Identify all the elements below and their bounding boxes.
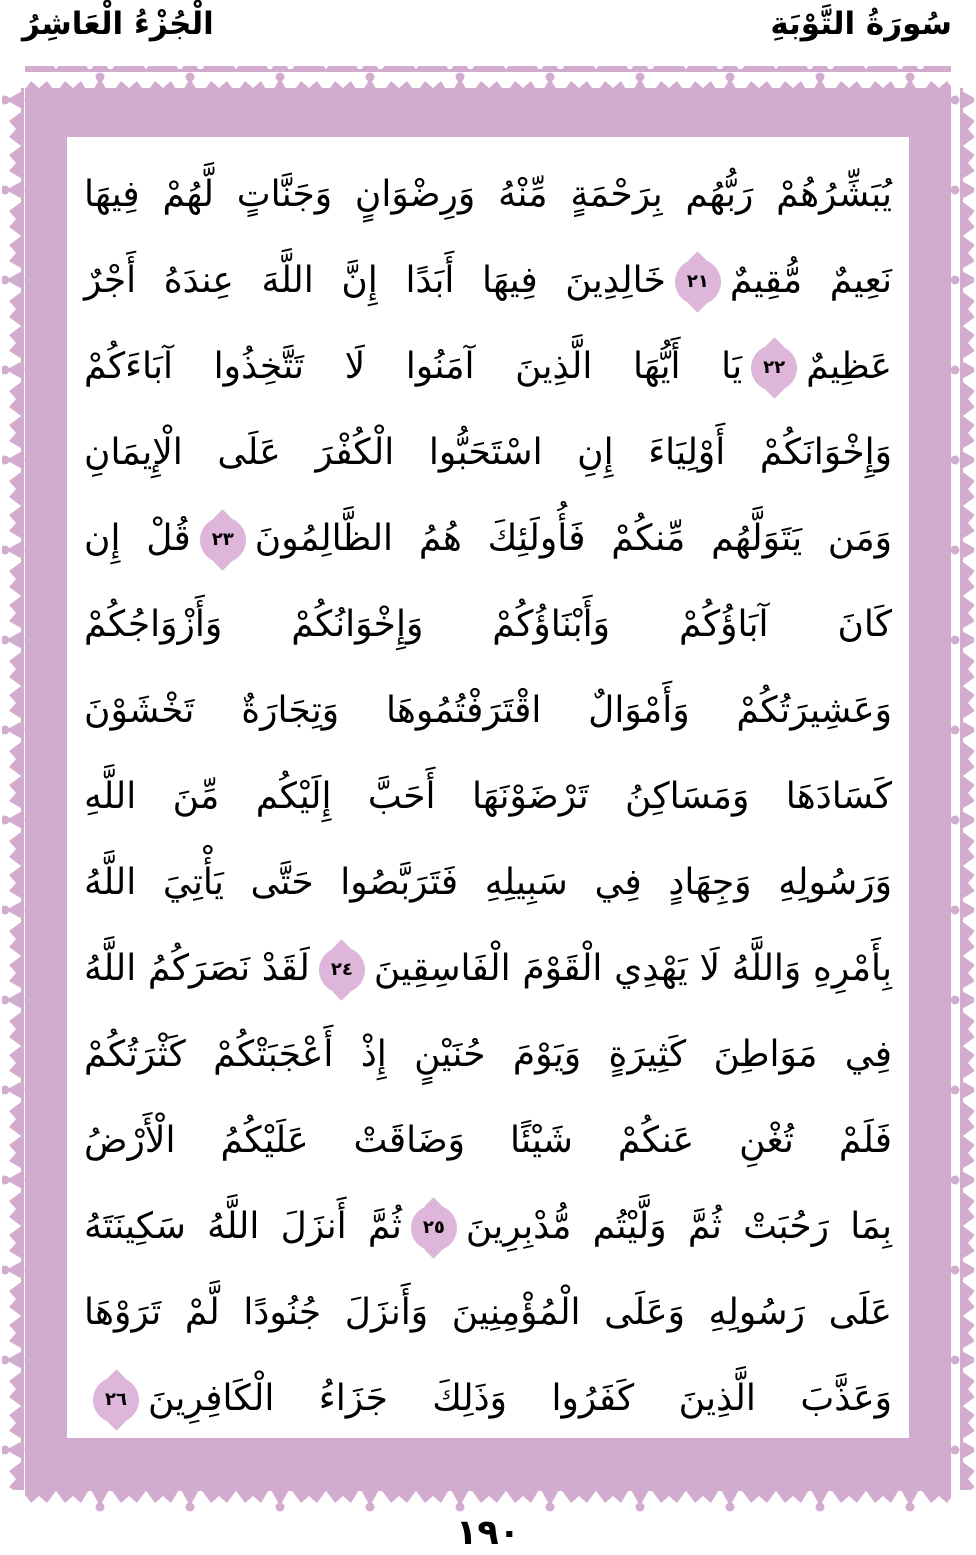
quran-line bbox=[84, 926, 892, 1012]
quran-line-text: وَإِخْوَانَكُمْ أَوْلِيَاءَ إِنِ اسْتَحَبُّوا الْكُفْرَ عَلَى الْإِيمَانِ bbox=[84, 432, 892, 473]
quran-line-text: فِي مَوَاطِنَ كَثِيرَةٍ وَيَوْمَ حُنَيْنٍ إِذْ أَعْجَبَتْكُمْ كَثْرَتُكُمْ bbox=[84, 1034, 892, 1075]
quran-line-text: نَعِيمٌ مُّقِيمٌ bbox=[729, 260, 893, 301]
quran-line bbox=[84, 324, 892, 410]
ayah-number: ٢٦ bbox=[105, 1389, 127, 1410]
quran-line-text: وَعَشِيرَتُكُمْ وَأَمْوَالٌ اقْتَرَفْتُمُوهَا وَتِجَارَةٌ تَخْشَوْنَ bbox=[84, 690, 892, 731]
juz-title: الْجُزْءُ الْعَاشِرُ bbox=[22, 6, 214, 42]
quran-line bbox=[84, 1098, 892, 1184]
frame-fringe-left bbox=[2, 88, 26, 1490]
quran-line bbox=[84, 1012, 892, 1098]
page-number: ١٩٠ bbox=[455, 1513, 521, 1553]
ayah-end-rosette bbox=[411, 1205, 457, 1251]
ayah-number: ٢١ bbox=[686, 271, 709, 292]
ayah-number: ٢٤ bbox=[330, 959, 353, 980]
quran-line-text: بِمَا رَحُبَتْ ثُمَّ وَلَّيْتُم مُّدْبِرِينَ bbox=[465, 1206, 892, 1247]
quran-line bbox=[84, 1270, 892, 1356]
frame-fringe-right bbox=[950, 88, 974, 1490]
ayah-end-rosette bbox=[93, 1377, 139, 1423]
ayah-number: ٢٣ bbox=[211, 529, 234, 550]
quran-line-text: وَعَذَّبَ الَّذِينَ كَفَرُوا وَذَلِكَ جَزَاءُ الْكَافِرِينَ bbox=[148, 1378, 892, 1419]
quran-line-text: فَلَمْ تُغْنِ عَنكُمْ شَيْئًا وَضَاقَتْ عَلَيْكُمُ الْأَرْضُ bbox=[84, 1120, 892, 1161]
quran-line bbox=[84, 754, 892, 840]
quran-line-text: عَظِيمٌ bbox=[806, 346, 892, 387]
quran-line-text: لَقَدْ نَصَرَكُمُ اللَّهُ bbox=[84, 948, 310, 989]
quran-line-text: بِأَمْرِهِ وَاللَّهُ لَا يَهْدِي الْقَوْمَ الْفَاسِقِينَ bbox=[373, 948, 892, 989]
ayah-number: ٢٢ bbox=[763, 357, 786, 378]
quran-line bbox=[84, 496, 892, 582]
ayah-end-rosette bbox=[200, 517, 246, 563]
ayah-end-rosette bbox=[675, 259, 721, 305]
quran-line bbox=[84, 238, 892, 324]
quran-line-text: يَا أَيُّهَا الَّذِينَ آمَنُوا لَا تَتَّخِذُوا آبَاءَكُمْ bbox=[84, 346, 743, 387]
quran-line-text: وَرَسُولِهِ وَجِهَادٍ فِي سَبِيلِهِ فَتَرَبَّصُوا حَتَّى يَأْتِيَ اللَّهُ bbox=[84, 862, 892, 903]
quran-line bbox=[84, 582, 892, 668]
quran-line bbox=[84, 668, 892, 754]
quran-line-text: يُبَشِّرُهُمْ رَبُّهُم بِرَحْمَةٍ مِّنْهُ وَرِضْوَانٍ وَجَنَّاتٍ لَّهُمْ فِيهَا bbox=[84, 174, 892, 215]
ayah-end-rosette bbox=[319, 947, 365, 993]
frame-fringe-top bbox=[25, 66, 951, 90]
quran-line bbox=[84, 152, 892, 238]
quran-line-text: خَالِدِينَ فِيهَا أَبَدًا إِنَّ اللَّهَ عِندَهُ أَجْرٌ bbox=[84, 260, 666, 301]
quran-line-text: عَلَى رَسُولِهِ وَعَلَى الْمُؤْمِنِينَ وَأَنزَلَ جُنُودًا لَّمْ تَرَوْهَا bbox=[84, 1292, 892, 1333]
surah-title: سُورَةُ التَّوْبَةِ bbox=[770, 6, 952, 42]
quran-line bbox=[84, 1356, 892, 1442]
quran-line bbox=[84, 410, 892, 496]
quran-line-text: ثُمَّ أَنزَلَ اللَّهُ سَكِينَتَهُ bbox=[84, 1206, 402, 1247]
quran-line bbox=[84, 1184, 892, 1270]
quran-line-text: كَانَ آبَاؤُكُمْ وَأَبْنَاؤُكُمْ وَإِخْوَانُكُمْ وَأَزْوَاجُكُمْ bbox=[84, 604, 892, 645]
quran-line bbox=[84, 840, 892, 926]
quran-line-text: قُلْ إِن bbox=[84, 518, 191, 559]
ayah-number: ٢٥ bbox=[422, 1217, 445, 1238]
quran-line-text: كَسَادَهَا وَمَسَاكِنُ تَرْضَوْنَهَا أَحَبَّ إِلَيْكُم مِّنَ اللَّهِ bbox=[84, 776, 892, 817]
frame-fringe-bottom bbox=[25, 1488, 951, 1512]
quran-line-text: وَمَن يَتَوَلَّهُم مِّنكُمْ فَأُولَئِكَ هُمُ الظَّالِمُونَ bbox=[254, 518, 892, 559]
ayah-end-rosette bbox=[751, 345, 797, 391]
quran-text-block bbox=[84, 152, 892, 1442]
